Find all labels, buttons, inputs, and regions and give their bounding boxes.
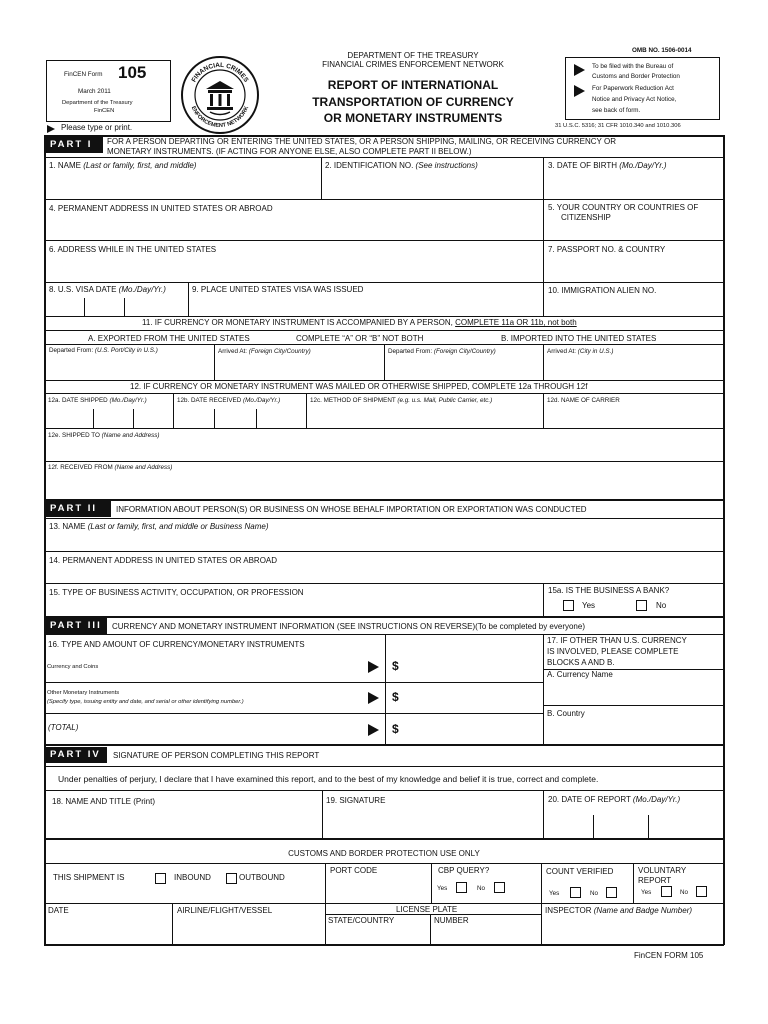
count-yes-checkbox[interactable] bbox=[570, 887, 581, 898]
citation: 31 U.S.C. 5316; 31 CFR 1010.340 and 1010.306 bbox=[555, 123, 681, 129]
field9-label[interactable]: 9. PLACE UNITED STATES VISA WAS ISSUED bbox=[192, 285, 364, 294]
port-code-label[interactable]: PORT CODE bbox=[330, 866, 378, 875]
field6-label[interactable]: 6. ADDRESS WHILE IN THE UNITED STATES bbox=[49, 245, 217, 254]
cbp-yes-checkbox[interactable] bbox=[456, 882, 467, 893]
field12-heading: 12. IF CURRENCY OR MONETARY INSTRUMENT WAS MAILED OR OTHERWISE SHIPPED, COMPLETE 12a THROUGH 12f bbox=[130, 382, 588, 391]
field3-label[interactable]: 3. DATE OF BIRTH (Mo./Day/Yr.) bbox=[548, 161, 667, 170]
part4-label: PART IV bbox=[45, 747, 107, 763]
voluntary-no-label: No bbox=[680, 889, 689, 896]
departed-from-foreign[interactable]: Departed From: (Foreign City/Country) bbox=[388, 348, 496, 355]
arrived-at-us[interactable]: Arrived At: (City in U.S.) bbox=[547, 348, 614, 355]
voluntary-yes-label: Yes bbox=[641, 889, 652, 896]
field19-label[interactable]: 19. SIGNATURE bbox=[326, 796, 386, 805]
count-verified-label: COUNT VERIFIED bbox=[546, 867, 614, 876]
arrow-icon bbox=[47, 125, 55, 133]
field5-label-line2: CITIZENSHIP bbox=[561, 213, 611, 222]
note1-line1: To be filed with the Bureau of bbox=[592, 63, 674, 70]
agency-line1: DEPARTMENT OF THE TREASURY bbox=[347, 51, 479, 60]
inbound-checkbox[interactable] bbox=[155, 873, 166, 884]
voluntary-label-line2: REPORT bbox=[638, 876, 672, 885]
arrow-icon bbox=[574, 64, 585, 76]
field17-line1: 17. IF OTHER THAN U.S. CURRENCY bbox=[547, 636, 687, 645]
dollar-sign: $ bbox=[392, 659, 399, 673]
field12c-label[interactable]: 12c. METHOD OF SHIPMENT (e.g. u.s. Mail, Public Carrier, etc.) bbox=[310, 397, 493, 404]
form-label: FinCEN Form bbox=[64, 71, 103, 78]
omb-number: OMB NO. 1506-0014 bbox=[632, 47, 692, 54]
field16-label: 16. TYPE AND AMOUNT OF CURRENCY/MONETARY INSTRUMENTS bbox=[48, 640, 305, 649]
arrived-at-foreign[interactable]: Arrived At: (Foreign City/Country) bbox=[218, 348, 311, 355]
bank-no-checkbox[interactable] bbox=[636, 600, 647, 611]
voluntary-label-line1: VOLUNTARY bbox=[638, 866, 687, 875]
field4-label[interactable]: 4. PERMANENT ADDRESS IN UNITED STATES OR ABROAD bbox=[49, 204, 273, 213]
field12a-label[interactable]: 12a. DATE SHIPPED (Mo./Day/Yr.) bbox=[48, 397, 147, 404]
part1-desc-line2: MONETARY INSTRUMENTS. (IF ACTING FOR ANYONE ELSE, ALSO COMPLETE PART II BELOW.) bbox=[107, 147, 472, 156]
part2-desc: INFORMATION ABOUT PERSON(S) OR BUSINESS ON WHOSE BEHALF IMPORTATION OR EXPORTATION WAS CONDUCTED bbox=[116, 505, 587, 514]
note1-line2: Customs and Border Protection bbox=[592, 73, 680, 80]
title-line3: OR MONETARY INSTRUMENTS bbox=[323, 111, 503, 125]
field15-label[interactable]: 15. TYPE OF BUSINESS ACTIVITY, OCCUPATION, OR PROFESSION bbox=[49, 588, 304, 597]
field10-label[interactable]: 10. IMMIGRATION ALIEN NO. bbox=[548, 286, 657, 295]
field11-heading: 11. IF CURRENCY OR MONETARY INSTRUMENT IS ACCOMPANIED BY A PERSON, COMPLETE 11a OR 11b, not both bbox=[142, 318, 577, 327]
part1-desc-line1: FOR A PERSON DEPARTING OR ENTERING THE UNITED STATES, OR A PERSON SHIPPING, MAILING, OR RECEIVING CURRENCY OR bbox=[107, 137, 616, 146]
arrow-icon bbox=[574, 85, 585, 97]
arrow-icon bbox=[368, 724, 379, 736]
other-instruments-label[interactable]: Other Monetary Instruments bbox=[47, 690, 120, 696]
state-country-label[interactable]: STATE/COUNTRY bbox=[328, 916, 395, 925]
date-label[interactable]: DATE bbox=[48, 906, 69, 915]
part3-desc: CURRENCY AND MONETARY INSTRUMENT INFORMATION (SEE INSTRUCTIONS ON REVERSE)(To be completed by everyone) bbox=[112, 622, 585, 631]
departed-from-us[interactable]: Departed From: (U.S. Port/City in U.S.) bbox=[49, 347, 158, 354]
currency-name-label[interactable]: A. Currency Name bbox=[547, 670, 613, 679]
field11-either: COMPLETE “A” OR “B” NOT BOTH bbox=[296, 334, 424, 343]
title-line2: TRANSPORTATION OF CURRENCY bbox=[312, 95, 514, 109]
note2-line1: For Paperwork Reduction Act bbox=[592, 85, 674, 92]
field17-line3: BLOCKS A AND B. bbox=[547, 658, 615, 667]
field18-label[interactable]: 18. NAME AND TITLE (Print) bbox=[52, 797, 155, 806]
note2-line3: see back of form. bbox=[592, 107, 641, 114]
dept-line1: Department of the Treasury bbox=[62, 100, 133, 106]
part3-label: PART III bbox=[45, 618, 107, 634]
voluntary-no-checkbox[interactable] bbox=[696, 886, 707, 897]
field12d-label[interactable]: 12d. NAME OF CARRIER bbox=[547, 397, 620, 404]
seal-text-top: FINANCIAL CRIMES bbox=[190, 61, 250, 84]
arrow-icon bbox=[368, 692, 379, 704]
cbp-query-label: CBP QUERY? bbox=[438, 866, 490, 875]
field20-label[interactable]: 20. DATE OF REPORT (Mo./Day/Yr.) bbox=[548, 795, 681, 804]
count-yes-label: Yes bbox=[549, 890, 560, 897]
customs-title: CUSTOMS AND BORDER PROTECTION USE ONLY bbox=[288, 849, 480, 858]
footer-form-id: FinCEN FORM 105 bbox=[634, 951, 704, 960]
outbound-checkbox[interactable] bbox=[226, 873, 237, 884]
form-date: March 2011 bbox=[78, 88, 111, 95]
part2-label: PART II bbox=[45, 501, 111, 517]
license-plate-label: LICENSE PLATE bbox=[396, 905, 458, 914]
note2-line2: Notice and Privacy Act Notice, bbox=[592, 96, 677, 103]
field1-label[interactable]: 1. NAME (Last or family, first, and middle) bbox=[49, 161, 197, 170]
country-label[interactable]: B. Country bbox=[547, 709, 585, 718]
count-no-checkbox[interactable] bbox=[606, 887, 617, 898]
part4-desc: SIGNATURE OF PERSON COMPLETING THIS REPORT bbox=[113, 751, 320, 760]
dollar-sign: $ bbox=[392, 690, 399, 704]
field12b-label[interactable]: 12b. DATE RECEIVED (Mo./Day/Yr.) bbox=[177, 397, 281, 404]
part1-label: PART I bbox=[45, 137, 103, 153]
bank-yes-label: Yes bbox=[582, 601, 596, 610]
please-type: Please type or print. bbox=[61, 123, 133, 132]
inspector-label[interactable]: INSPECTOR (Name and Badge Number) bbox=[545, 906, 693, 915]
field12f-label[interactable]: 12f. RECEIVED FROM (Name and Address) bbox=[48, 464, 173, 471]
field14-label[interactable]: 14. PERMANENT ADDRESS IN UNITED STATES OR ABROAD bbox=[49, 556, 278, 565]
title-line1: REPORT OF INTERNATIONAL bbox=[327, 78, 499, 92]
seal-text-bottom: ENFORCEMENT NETWORK bbox=[189, 105, 251, 130]
bank-no-label: No bbox=[656, 601, 667, 610]
airline-label[interactable]: AIRLINE/FLIGHT/VESSEL bbox=[177, 906, 273, 915]
field11a-heading: A. EXPORTED FROM THE UNITED STATES bbox=[88, 334, 250, 343]
cbp-no-label: No bbox=[477, 885, 486, 892]
field15a-label: 15a. IS THE BUSINESS A BANK? bbox=[548, 586, 670, 595]
agency-line2: FINANCIAL CRIMES ENFORCEMENT NETWORK bbox=[322, 60, 504, 69]
dept-line2: FinCEN bbox=[94, 108, 115, 114]
other-instruments-hint: (Specify type, issuing entity and date, and serial or other identifying number.) bbox=[47, 699, 244, 705]
field7-label[interactable]: 7. PASSPORT NO. & COUNTRY bbox=[548, 245, 666, 254]
field8-label[interactable]: 8. U.S. VISA DATE (Mo./Day/Yr.) bbox=[49, 285, 166, 294]
outbound-label: OUTBOUND bbox=[239, 873, 285, 882]
shipment-label: THIS SHIPMENT IS bbox=[53, 873, 125, 882]
currency-coins-label[interactable]: Currency and Coins bbox=[47, 664, 99, 670]
plate-number-label[interactable]: NUMBER bbox=[434, 916, 469, 925]
total-label: (TOTAL) bbox=[48, 723, 79, 732]
bank-yes-checkbox[interactable] bbox=[563, 600, 574, 611]
field2-label[interactable]: 2. IDENTIFICATION NO. (See instructions) bbox=[325, 161, 478, 170]
field17-line2: IS INVOLVED, PLEASE COMPLETE bbox=[547, 647, 679, 656]
field5-label-line1[interactable]: 5. YOUR COUNTRY OR COUNTRIES OF bbox=[548, 203, 699, 212]
voluntary-yes-checkbox[interactable] bbox=[661, 886, 672, 897]
cbp-no-checkbox[interactable] bbox=[494, 882, 505, 893]
field11b-heading: B. IMPORTED INTO THE UNITED STATES bbox=[501, 334, 657, 343]
form-number: 105 bbox=[118, 63, 147, 82]
dollar-sign: $ bbox=[392, 722, 399, 736]
count-no-label: No bbox=[590, 890, 599, 897]
inbound-label: INBOUND bbox=[174, 873, 211, 882]
field12e-label[interactable]: 12e. SHIPPED TO (Name and Address) bbox=[48, 432, 160, 439]
treasury-seal-icon bbox=[180, 55, 260, 135]
field13-label[interactable]: 13. NAME (Last or family, first, and middle or Business Name) bbox=[49, 522, 269, 531]
arrow-icon bbox=[368, 661, 379, 673]
cbp-yes-label: Yes bbox=[437, 885, 448, 892]
perjury-statement: Under penalties of perjury, I declare that I have examined this report, and to the best of my knowledge and belief it is true, correct and complete. bbox=[58, 774, 599, 784]
